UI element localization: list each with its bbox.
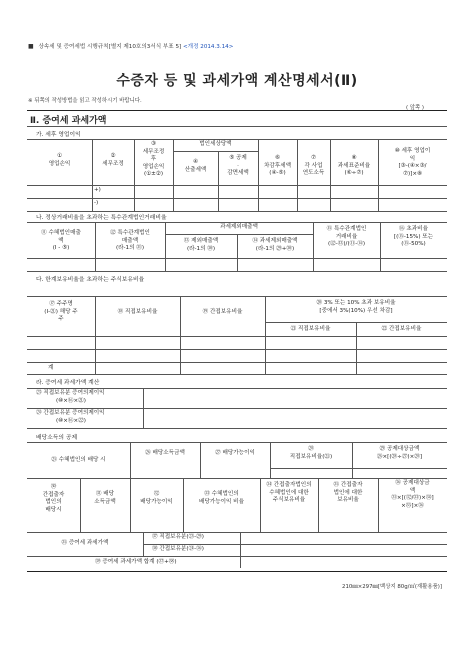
col-tax-base-ratio: ⑧ 과세표준비율 (⑥÷⑦) (337, 155, 371, 177)
sec-c-title: 다. 한계보유비율을 초과하는 주식보유비율 (36, 277, 145, 283)
col-calculated-tax: ④ 산출세액 (184, 159, 207, 173)
total-label: 계 (48, 365, 54, 371)
col-deduction: ⑤ 공제 · 감면세액 (227, 155, 249, 177)
col-indirect-excess: ㉒ 간접보유비율 (381, 326, 422, 332)
col-indirect-deduction: ㊱ 공제대상금 액 ㉛×[(㉜/㉝)×㉞] ×㉟]×㊱ (391, 480, 434, 509)
indirect-dividend-label: ㉚ 간접출자 법인의 배당시 (42, 484, 65, 513)
col-excluded-sales: ⑬ 제외매출액 (라-1의 ㉚) (183, 238, 219, 252)
grid-line (27, 258, 447, 259)
col-operating-profit: ① 영업손익 (48, 153, 71, 167)
col-beneficiary-ratio: ㉝ 수혜법인의 배당가능이익 비율 (198, 491, 244, 505)
sec-d-title: 라. 증여세 과세가액 계산 (36, 380, 100, 386)
grid-line (27, 478, 447, 479)
col-direct-holding: ㉘ 직접보유비율(㉑) (289, 446, 333, 460)
grid-line (27, 336, 447, 337)
grid-line (240, 532, 241, 568)
col-shareholder: ⑰ 주주명 (Ⅰ-㉑) 해당 주 주 (44, 301, 78, 323)
sec-e-title: 배당소득의 공제 (36, 435, 78, 441)
gift-tax-value-label: ㉟ 증여세 과세가액 (61, 540, 109, 546)
law-reference: 상속세 및 증여세법 시행규칙[별지 제10호의3서식 부표 5] (38, 44, 182, 50)
grid-line (27, 442, 447, 443)
corp-tax-header: 법인세상당액 (199, 141, 232, 147)
section-title: Ⅱ. 증여세 과세가액 (30, 116, 107, 126)
grid-line (173, 139, 174, 211)
grid-line (270, 468, 447, 469)
bullet-icon: ■ (28, 43, 34, 50)
grid-line (27, 349, 447, 350)
grid-line (27, 408, 447, 409)
col-indirect-ratio: ⑲ 간접보유비율 (202, 309, 243, 315)
grid-line (27, 374, 447, 375)
page-side-mark: ( 앞쪽 ) (405, 105, 424, 111)
col-direct-ratio: ⑱ 직접보유비율 (117, 309, 158, 315)
grid-line (92, 139, 93, 211)
divider (27, 126, 447, 127)
form-header (28, 42, 233, 50)
dividend-at-beneficiary: ㉕ 수혜법인의 배당 시 (51, 457, 106, 463)
col-related-ratio: ⑮ 특수관계법인 거래비율 (⑫-⑬)/(⑪-⑭) (326, 226, 367, 248)
excluded-sales-header: 과세제외매출액 (220, 224, 258, 230)
col-net-tax: ⑥ 차감후세액 (④-⑤) (263, 155, 292, 177)
grid-line (27, 198, 447, 199)
grid-line (173, 151, 258, 152)
row-indirect-portion: ㊳ 간접보유분(㉔-㊱) (152, 546, 204, 552)
sec-b-title: 나. 정상거래비율을 초과하는 특수관계법인거래비율 (36, 215, 167, 221)
col-dividend-income: ㉖ 배당소득금액 (145, 450, 185, 456)
grid-line (27, 296, 447, 297)
grid-line (27, 271, 447, 272)
grid-line (27, 362, 447, 363)
row-gift-tax-total: ㊴ 증여세 과세가액 합계 (㊲+㊳) (95, 559, 177, 565)
grid-line (27, 428, 447, 429)
col-sales: ⑪ 수혜법인매출 액 (Ⅰ - ⑤) (41, 230, 81, 252)
grid-line (265, 322, 447, 323)
col-distributable-profit: ㉗ 배당가능이익 (215, 450, 255, 456)
page-title: 수증자 등 및 과세가액 계산명세서(Ⅱ) (116, 73, 358, 89)
grid-line (143, 544, 447, 545)
excess-ratio-header: ⑳ 3% 또는 10% 초과 보유비율 [중에서 3%(10%) 우선 차감] (316, 300, 396, 314)
grid-line (200, 442, 201, 478)
col-excess-ratio: ⑯ 초과비율 [(⑮-15%) 또는 (⑮-50%) (393, 226, 434, 248)
col-direct-excess: ㉑ 직접보유비율 (290, 326, 331, 332)
col-after-tax-profit: ⑩ 세후 영업이 익 [③-(④×③/ ⑦)]×⑧ (394, 148, 431, 177)
grid-line (27, 185, 447, 186)
grid-line (165, 234, 313, 235)
col-adjusted-profit: ③ 세무조정 후 영업손익 (①±②) (142, 141, 165, 178)
paper-spec: 210㎜×297㎜[백상지 80g/㎡(재활용품)] (342, 584, 442, 590)
row-indirect-deemed-profit: ㉔ 간접보유분 증여의제이익 (⑩×⑯×㉒) (36, 410, 105, 424)
col-related-sales: ⑫ 특수관계법인 매출액 (라-1의 ㉛) (110, 230, 150, 252)
sign-plus: +) (94, 187, 101, 193)
row-direct-deemed-profit: ㉓ 직접보유분 증여의제이익 (⑩×⑯×㉑) (36, 390, 105, 404)
col-tax-excluded-sales: ⑭ 과세제외매출액 (라-1의 ㉙+㉚) (252, 238, 298, 252)
grid-line (27, 556, 447, 557)
col-indirect-dividend-income: ㉛ 배당 소득금액 (94, 491, 116, 505)
grid-line (130, 442, 131, 478)
col-holding-ratio: ㉟ 간접출자 법인에 대한 보유비율 (333, 482, 363, 504)
grid-line (27, 532, 447, 533)
col-indirect-holding: ㉞ 간접출자법인의 수혜법인에 대한 주식보유비율 (266, 482, 312, 504)
col-indirect-distributable: ㉜ 배당가능이익 (140, 491, 173, 505)
row-direct-portion: ㊲ 직접보유분(㉓-㉙) (152, 534, 204, 540)
revision-note: <개정 2014.3.14> (182, 44, 234, 50)
col-deduction-amount: ㉙ 공제대상금액 ㉖×[(㉘÷㉗)×㉘] (376, 446, 423, 460)
sign-minus: -) (94, 200, 99, 206)
grid-line (27, 388, 447, 389)
grid-line (27, 222, 447, 223)
col-tax-adjustment: ② 세무조정 (102, 153, 124, 167)
sec-a-title: 가. 세후 영업이익 (36, 132, 81, 138)
col-business-income: ⑦ 각 사업 연도소득 (302, 155, 325, 177)
instruction-note: ※ 뒤쪽의 작성방법을 읽고 작성하시기 바랍니다. (28, 98, 142, 104)
divider (27, 139, 447, 140)
